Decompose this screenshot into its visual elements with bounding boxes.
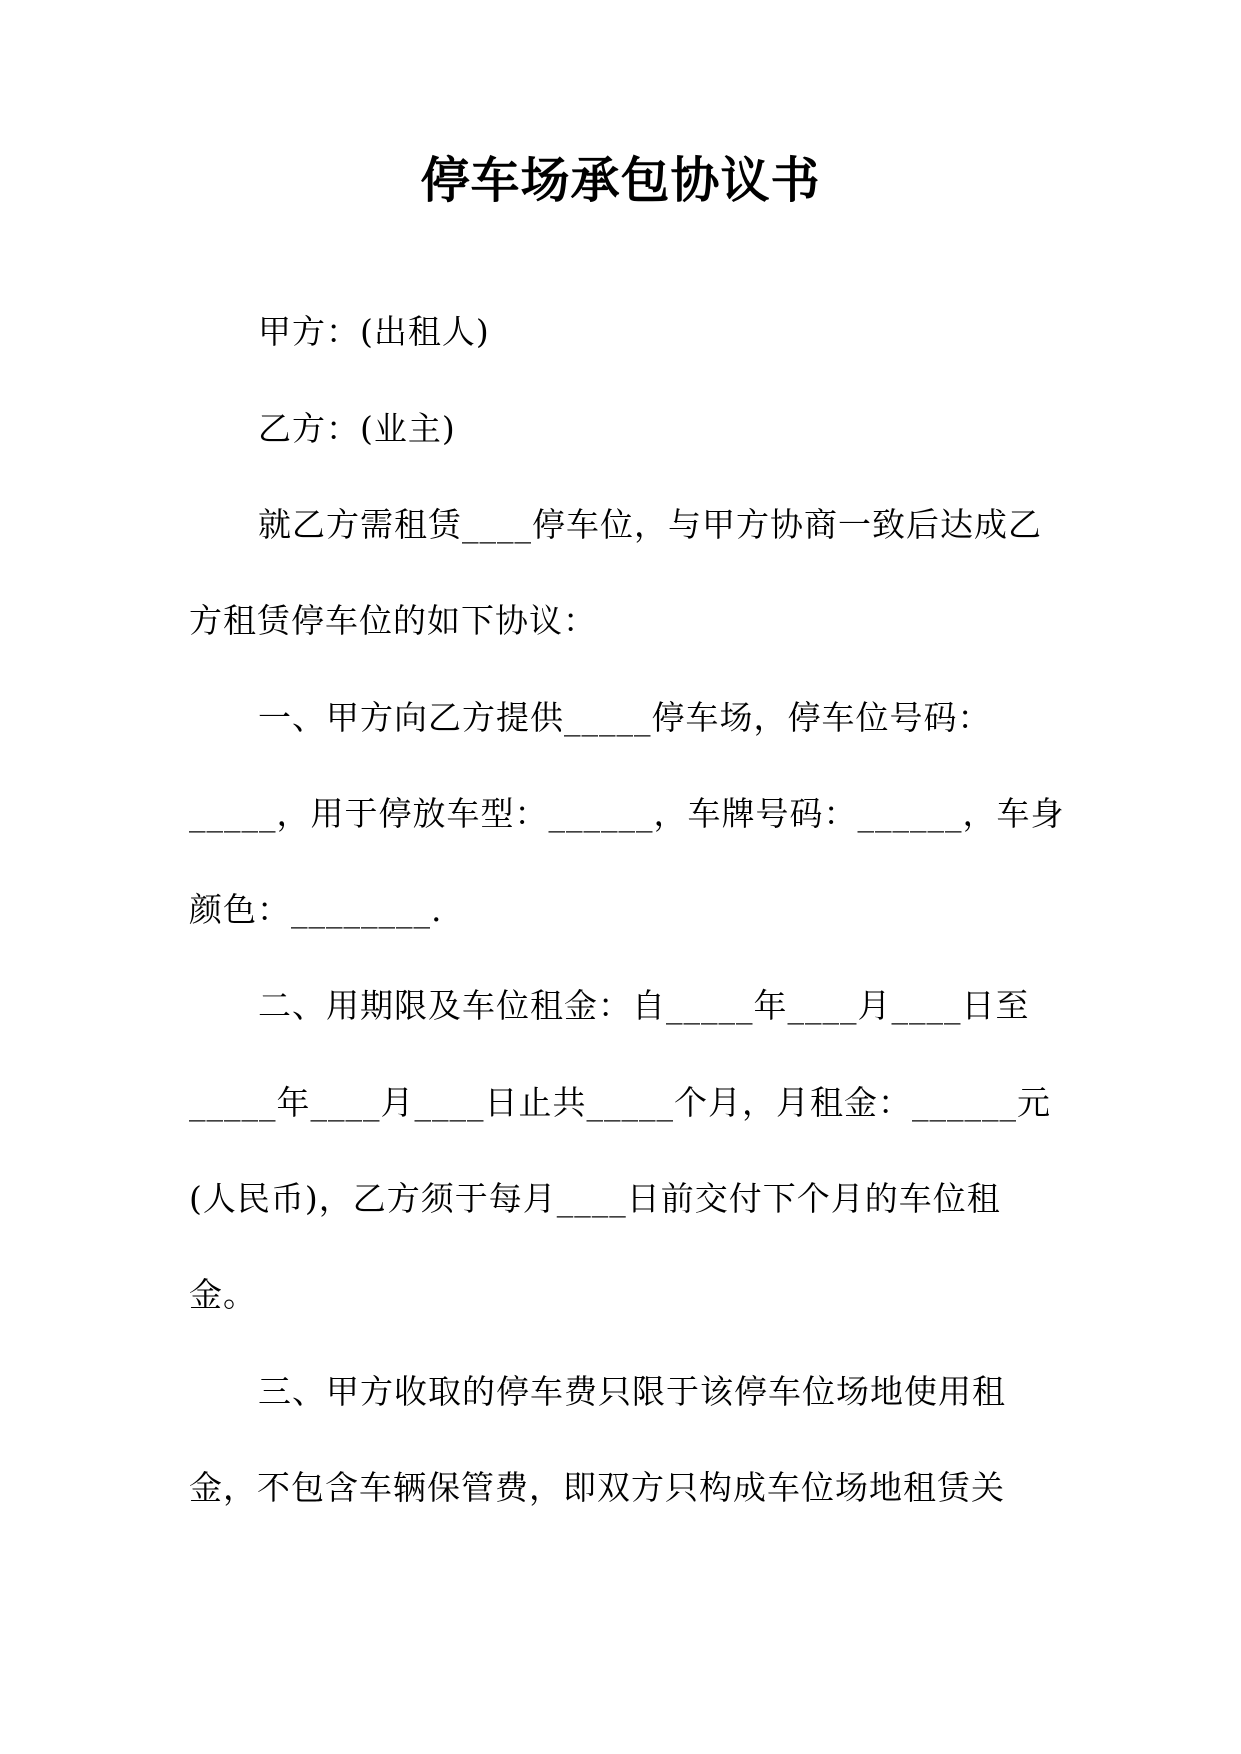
clause-2-line: 二、用期限及车位租金：自_____年____月____日至 xyxy=(258,986,1030,1025)
clause-1-line: 颜色：________. xyxy=(189,890,443,929)
clause-2-line: 金。 xyxy=(189,1275,257,1314)
clause-3-line: 三、甲方收取的停车费只限于该停车位场地使用租 xyxy=(258,1372,1006,1411)
clause-3-line: 金，不包含车辆保管费，即双方只构成车位场地租赁关 xyxy=(189,1468,1005,1507)
document-title: 停车场承包协议书 xyxy=(420,151,821,209)
clause-1-line: 一、甲方向乙方提供_____停车场，停车位号码： xyxy=(258,698,992,737)
clause-2-line: _____年____月____日止共_____个月，月租金：______元 xyxy=(189,1083,1051,1122)
party-a-line: 甲方：(出租人) xyxy=(258,312,490,351)
paragraph-line: 就乙方需租赁____停车位，与甲方协商一致后达成乙 xyxy=(258,505,1042,544)
clause-1-line: _____，用于停放车型：______，车牌号码：______，车身 xyxy=(189,794,1065,833)
clause-2-line: (人民币)，乙方须于每月____日前交付下个月的车位租 xyxy=(189,1179,1001,1218)
paragraph-line: 方租赁停车位的如下协议： xyxy=(189,601,597,640)
party-b-line: 乙方：(业主) xyxy=(258,409,456,448)
